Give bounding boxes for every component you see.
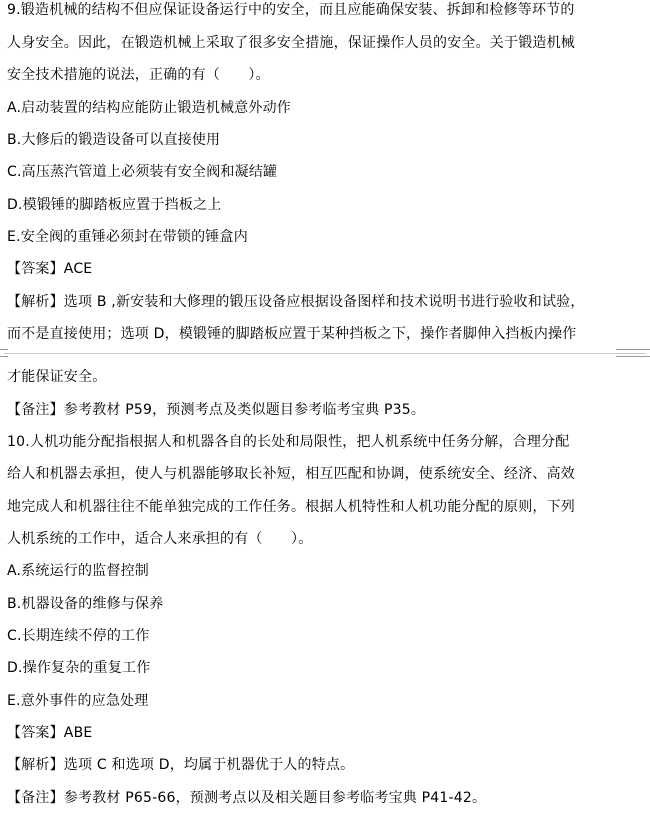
q10-stem-line-2: 给人和机器去承担，使人与机器能够取长补短，相互匹配和协调，使系统安全、经济、高效 [7, 466, 575, 482]
q9-stem-line-3: 安全技术措施的说法，正确的有（ ）。 [7, 67, 270, 83]
q10-option-e: E.意外事件的应急处理 [7, 693, 149, 709]
page-break-left-mark [0, 349, 8, 357]
q9-option-c: C.高压蒸汽管道上必须装有安全阀和凝结罐 [7, 164, 278, 180]
q9-stem-line-2: 人身安全。因此，在锻造机械上采取了很多安全措施，保证操作人员的安全。关于锻造机械 [7, 35, 575, 51]
q10-stem-line-3: 地完成人和机器往往不能单独完成的工作任务。根据人机特性和人机功能分配的原则，下列 [7, 499, 575, 515]
q10-analysis: 【解析】选项 C 和选项 D，均属于机器优于人的特点。 [7, 757, 355, 773]
page-break [0, 349, 650, 357]
q10-option-b: B.机器设备的维修与保养 [7, 596, 164, 612]
q10-answer: 【答案】ABE [7, 725, 93, 741]
q9-stem-line-1: 9.锻造机械的结构不但应保证设备运行中的安全，而且应能确保安装、拆卸和检修等环节的 [7, 2, 575, 18]
q9-option-b: B.大修后的锻造设备可以直接使用 [7, 132, 221, 148]
q9-analysis-line-2: 而不是直接使用；选项 D，模锻锤的脚踏板应置于某种挡板之下，操作者脚伸入挡板内操作 [7, 326, 577, 342]
q10-stem-line-1: 10.人机功能分配指根据人和机器各自的长处和局限性，把人机系统中任务分解，合理分配 [7, 434, 570, 450]
q10-option-c: C.长期连续不停的工作 [7, 628, 150, 644]
q10-stem-line-4: 人机系统的工作中，适合人来承担的有（ ）。 [7, 531, 313, 547]
q9-option-e: E.安全阀的重锤必须封在带锁的锤盒内 [7, 229, 248, 245]
page-break-line [4, 353, 646, 354]
q9-analysis-line-1: 【解析】选项 B ,新安装和大修理的锻压设备应根据设备图样和技术说明书进行验收和试验， [7, 294, 585, 310]
q9-option-d: D.模锻锤的脚踏板应置于挡板之上 [7, 197, 222, 213]
q9-note: 【备注】参考教材 P59，预测考点及类似题目参考临考宝典 P35。 [7, 402, 426, 418]
page-break-right-mark [616, 349, 650, 357]
q9-analysis-line-3: 才能保证安全。 [7, 369, 107, 385]
q10-option-d: D.操作复杂的重复工作 [7, 660, 151, 676]
q10-note: 【备注】参考教材 P65-66，预测考点以及相关题目参考临考宝典 P41-42。 [7, 790, 487, 806]
q9-answer: 【答案】ACE [7, 261, 93, 277]
q9-option-a: A.启动装置的结构应能防止锻造机械意外动作 [7, 100, 291, 116]
q10-option-a: A.系统运行的监督控制 [7, 563, 149, 579]
